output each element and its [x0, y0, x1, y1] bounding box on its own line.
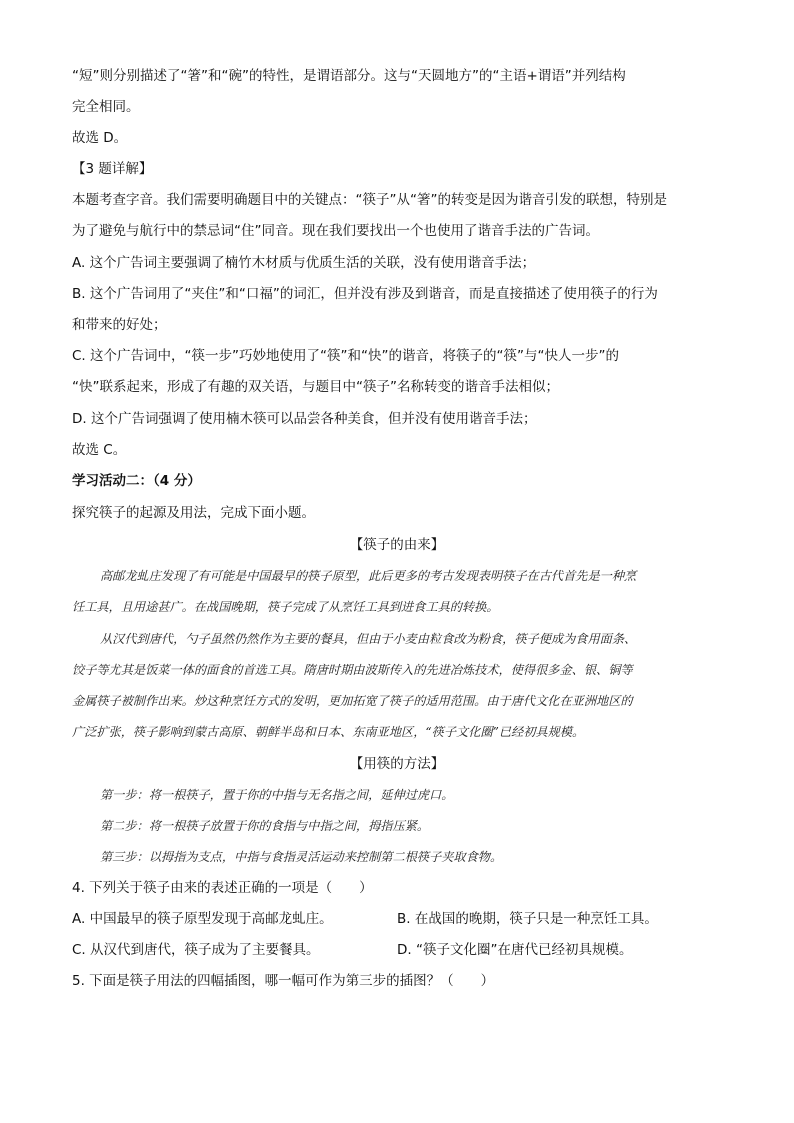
- passage-title: 【筷子的由来】: [349, 537, 445, 553]
- option-b: B. 在战国的晚期，筷子只是一种烹饪工具。: [397, 911, 658, 927]
- passage-title: 【用筷的方法】: [349, 756, 445, 772]
- option-c: C. 从汉代到唐代，筷子成为了主要餐具。: [72, 942, 320, 958]
- passage-line: 金属筷子被制作出来。炒这种烹饪方式的发明，更加拓宽了筷子的适用范围。由于唐代文化在亚洲地区的: [72, 694, 633, 708]
- option-line: C. 这个广告词中，“筷一步”巧妙地使用了“筷”和“快”的谐音，将筷子的“筷”与“快人一步”的: [72, 348, 619, 364]
- option-line: D. 这个广告词强调了使用楠木筷可以品尝各种美食，但并没有使用谐音手法；: [72, 411, 537, 427]
- text-line: “短”则分别描述了“箸”和“碗”的特性，是谓语部分。这与“天圆地方”的“主语+谓语”并列结构: [72, 68, 626, 84]
- text-line: “快”联系起来，形成了有趣的双关语，与题目中“筷子”名称转变的谐音手法相似；: [72, 379, 559, 395]
- passage-line: 高邮龙虬庄发现了有可能是中国最早的筷子原型，此后更多的考古发现表明筷子在古代首先是一种烹: [100, 569, 637, 583]
- step-line: 第二步：将一根筷子放置于你的食指与中指之间，拇指压紧。: [100, 819, 430, 833]
- step-line: 第三步：以拇指为支点，中指与食指灵活运动来控制第二根筷子夹取食物。: [100, 850, 503, 864]
- passage-line: 广泛扩张，筷子影响到蒙古高原、朝鲜半岛和日本、东南亚地区，“筷子文化圈”已经初具规模。: [72, 725, 585, 739]
- section-heading: 学习活动二：（4 分）: [72, 473, 201, 489]
- instruction: 探究筷子的起源及用法，完成下面小题。: [72, 505, 315, 521]
- text-line: 本题考查字音。我们需要明确题目中的关键点：“筷子”从“箸”的转变是因为谐音引发的联想，特别是: [72, 192, 667, 208]
- option-line: B. 这个广告词用了“夹住”和“口福”的词汇，但并没有涉及到谐音，而是直接描述了使用筷子的行为: [72, 286, 658, 302]
- text-line: 和带来的好处；: [72, 317, 167, 333]
- text-line: 故选 D。: [72, 130, 128, 146]
- passage-line: 从汉代到唐代，勺子虽然仍然作为主要的餐具，但由于小麦由粒食改为粉食，筷子便成为食用面条、: [100, 632, 637, 646]
- text-line: 完全相同。: [72, 99, 140, 115]
- option-a: A. 中国最早的筷子原型发现于高邮龙虬庄。: [72, 911, 333, 927]
- passage-line: 饺子等尤其是饭菜一体的面食的首选工具。隋唐时期由波斯传入的先进冶炼技术，使得很多金、银、铜等: [72, 663, 633, 677]
- option-d: D. “筷子文化圈”在唐代已经初具规模。: [397, 942, 633, 958]
- text-line: 故选 C。: [72, 442, 127, 458]
- text-line: 为了避免与航行中的禁忌词“住”同音。现在我们要找出一个也使用了谐音手法的广告词。: [72, 223, 599, 239]
- question-5: 5. 下面是筷子用法的四幅插图，哪一幅可作为第三步的插图？（ ）: [72, 973, 495, 989]
- subheading: 【3 题详解】: [72, 161, 153, 177]
- question-4: 4. 下列关于筷子由来的表述正确的一项是（ ）: [72, 880, 373, 896]
- option-line: A. 这个广告词主要强调了楠竹木材质与优质生活的关联，没有使用谐音手法；: [72, 255, 536, 271]
- step-line: 第一步：将一根筷子，置于你的中指与无名指之间，延伸过虎口。: [100, 788, 454, 802]
- passage-line: 饪工具，且用途甚广。在战国晚期，筷子完成了从烹饪工具到进食工具的转换。: [72, 600, 499, 614]
